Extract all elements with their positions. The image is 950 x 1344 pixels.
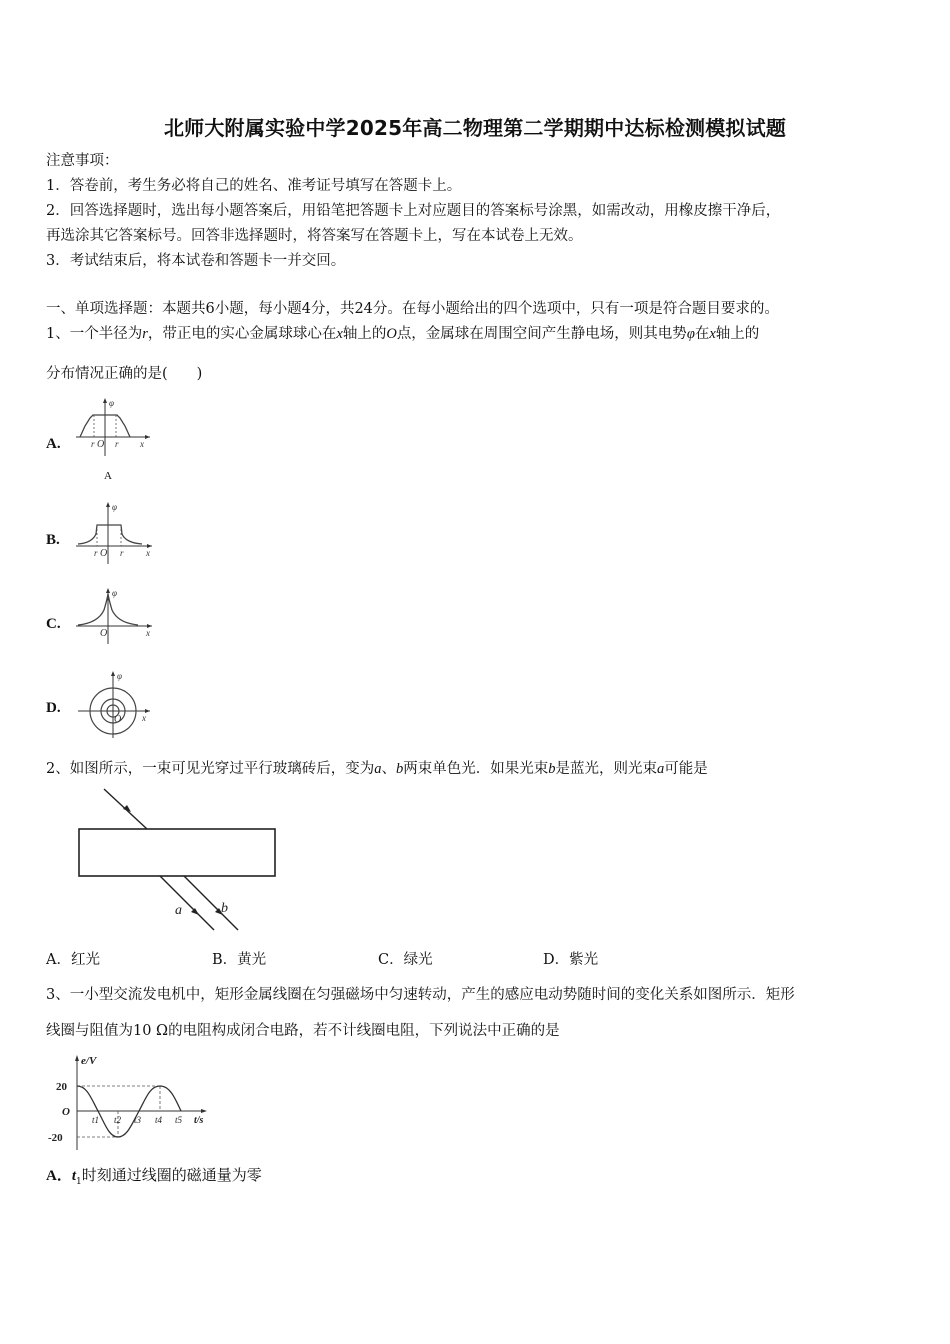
notice-heading: 注意事项： [46,153,119,169]
q2-var-a: a [374,761,382,777]
q2-text: 2、如图所示，一束可见光穿过平行玻璃砖后，变为 [46,761,375,777]
q3-var-t-sub: 1 [76,1177,82,1187]
axis-label-phi: φ [109,398,114,408]
q2-text: 是蓝光，则光束 [555,761,657,777]
q2-text: 两束单色光．如果光束 [403,761,549,777]
q1-text: ，带正电的实心金属球球心在 [147,326,337,342]
glass-brick [79,829,275,876]
q1-text: 轴上的 [342,326,387,342]
q1-var-r: r [142,326,148,342]
svg-text:O: O [114,714,122,725]
svg-text:t/s: t/s [194,1115,204,1126]
svg-text:r: r [115,439,119,449]
svg-text:x: x [146,628,150,638]
q2-option-c[interactable]: C．绿光 [378,952,433,968]
q1-var-O: O [386,326,397,342]
notice-item-3: 3．考试结束后，将本试卷和答题卡一并交回。 [46,253,346,269]
svg-text:φ: φ [117,671,122,681]
svg-text:20: 20 [56,1081,67,1093]
q3-emf-chart [44,1052,224,1152]
q2-glass-brick-figure [60,785,290,940]
q1-option-c-label[interactable]: C. [46,616,61,632]
svg-text:O: O [100,548,108,559]
svg-text:O: O [97,439,105,450]
page-title: 北师大附属实验中学2025年高二物理第二学期期中达标检测模拟试题 [163,116,787,140]
q3-stem-line1: 3、一小型交流发电机中，矩形金属线圈在匀强磁场中匀速转动，产生的感应电动势随时间的变化关系如图所示．矩形 [46,987,795,1003]
q1-var-x: x [709,326,716,342]
q2-stem [46,759,708,779]
svg-text:-20: -20 [48,1132,63,1144]
q2-option-a[interactable]: A．红光 [46,952,100,968]
notice-item-1: 1．答卷前，考生务必将自己的姓名、准考证号填写在答题卡上。 [46,178,462,194]
q1-option-a-caption: A [104,470,112,482]
q1-option-c-graph[interactable] [74,586,156,644]
q3-stem-line2: 线圈与阻值为10 Ω的电阻构成闭合电路，若不计线圈电阻，下列说法中正确的是 [46,1023,560,1039]
q1-text: 轴上的 [715,326,760,342]
q2-option-d[interactable]: D．紫光 [543,952,599,968]
svg-text:r: r [94,548,98,558]
q1-option-d-label[interactable]: D. [46,700,61,716]
q1-text: 点，金属球在周围空间产生静电场，则其电势 [396,326,687,342]
q2-var-a: a [656,761,665,777]
q2-var-b: b [395,761,404,777]
q3-var-t: t [71,1168,77,1184]
q1-option-b-label[interactable]: B. [46,532,60,548]
q1-text: 1、一个半径为 [46,326,143,342]
svg-text:r: r [91,439,95,449]
svg-text:t3: t3 [134,1115,142,1125]
q2-text: 、 [381,761,396,777]
svg-text:φ: φ [112,588,117,598]
svg-text:φ: φ [112,502,117,512]
q1-option-a-label[interactable]: A. [46,436,61,452]
q2-text: 可能是 [664,761,708,777]
notice-item-2: 2．回答选择题时，选出每小题答案后，用铅笔把答题卡上对应题目的答案标号涂黑，如需改动，用橡皮擦干净后， [46,203,781,219]
svg-text:r: r [120,548,124,558]
q1-stem-line2: 分布情况正确的是( ) [46,366,203,382]
svg-text:t5: t5 [175,1115,183,1125]
svg-text:t4: t4 [155,1115,163,1125]
svg-text:x: x [140,439,144,449]
q1-var-phi: φ [686,326,695,342]
svg-text:t2: t2 [114,1115,122,1125]
q1-option-a-graph[interactable] [74,396,154,458]
q2-var-b: b [548,761,556,777]
svg-text:x: x [142,713,146,723]
q1-var-x: x [336,326,343,342]
svg-text:t1: t1 [92,1115,100,1125]
q1-option-b-graph[interactable] [74,500,156,564]
svg-text:e/V: e/V [81,1055,97,1067]
q1-text: 在 [694,326,710,342]
ray-b-label: b [221,901,228,916]
q3-option-a[interactable] [46,1164,262,1187]
q1-stem-line1 [46,324,759,344]
svg-text:x: x [146,548,150,558]
q2-option-b[interactable]: B．黄光 [212,952,267,968]
section-heading: 一、单项选择题：本题共6小题，每小题4分，共24分。在每小题给出的四个选项中，只有一项是符合题目要求的。 [46,301,779,317]
notice-item-2-cont: 再选涂其它答案标号。回答非选择题时，将答案写在答题卡上，写在本试卷上无效。 [46,228,583,244]
q3-option-a-label: A． [46,1168,72,1184]
q3-option-a-text: 时刻通过线圈的磁通量为零 [81,1166,262,1184]
q1-option-d-graph[interactable] [74,668,156,740]
svg-text:O: O [62,1106,70,1118]
svg-text:O: O [100,628,108,639]
ray-a-label: a [175,903,182,918]
